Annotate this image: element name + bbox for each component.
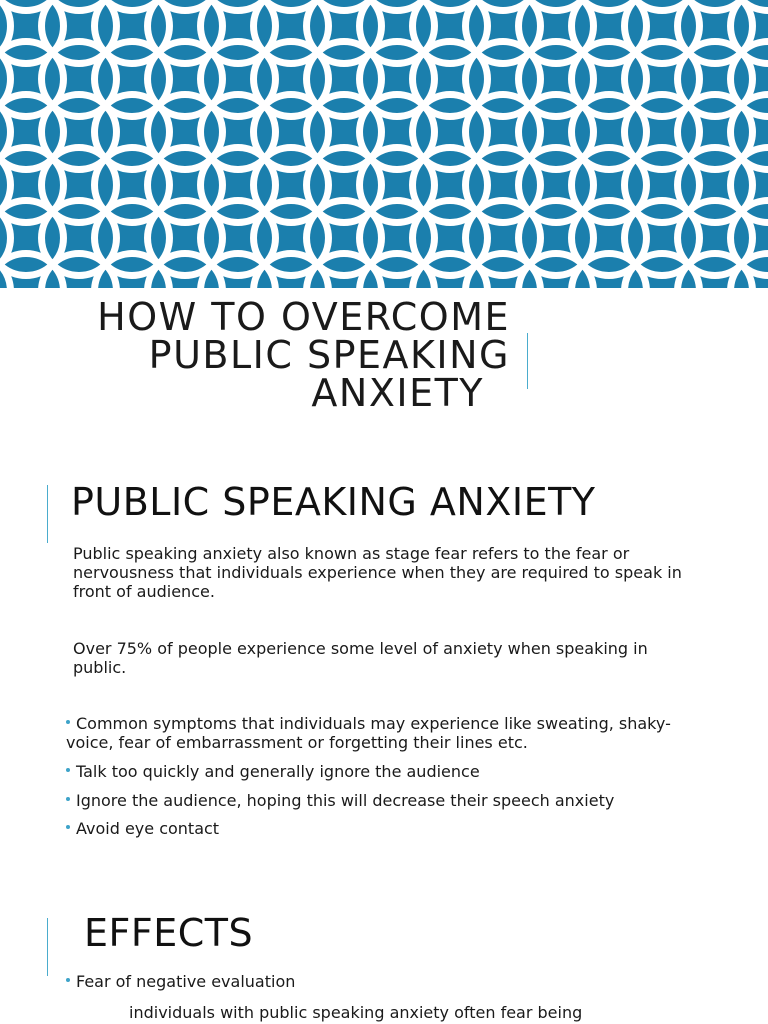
title-line-1: HOW TO OVERCOME — [97, 295, 510, 339]
paragraph-statistic: Over 75% of people experience some level of anxiety when speaking in public. — [73, 639, 648, 677]
effects-indented-text: individuals with public speaking anxiety often fear being — [129, 1003, 583, 1022]
bullet-icon — [66, 825, 70, 829]
section1-accent-bar — [47, 485, 48, 543]
section-heading-effects: EFFECTS — [84, 911, 254, 955]
list-item-text: Ignore the audience, hoping this will decrease their speech anxiety — [76, 791, 615, 810]
bullet-icon — [66, 720, 70, 724]
title-line-3: ANXIETY — [311, 371, 484, 415]
interlocking-circles-pattern-icon — [0, 0, 768, 288]
bullet-icon — [66, 797, 70, 801]
title-line-2: PUBLIC SPEAKING — [148, 333, 510, 377]
title-accent-bar — [527, 333, 528, 389]
section2-accent-bar — [47, 918, 48, 976]
list-item-text: Common symptoms that individuals may experience like sweating, shaky-voice, fear of embarrassment or forgetting their lines etc. — [66, 714, 671, 752]
list-item-text: Talk too quickly and generally ignore the audience — [76, 762, 480, 781]
list-item — [66, 762, 706, 781]
symptoms-list — [66, 714, 706, 838]
effects-list — [66, 972, 706, 991]
list-item-text: Fear of negative evaluation — [76, 972, 296, 991]
pattern-banner — [0, 0, 768, 288]
list-item-text: Avoid eye contact — [76, 819, 220, 838]
paragraph-definition: Public speaking anxiety also known as stage fear refers to the fear or nervousness that individuals experience when they are required to speak in front of audience. — [73, 544, 682, 601]
list-item — [66, 819, 706, 838]
page-title — [60, 295, 510, 415]
list-item — [66, 791, 706, 810]
bullet-icon — [66, 978, 70, 982]
list-item — [66, 714, 706, 752]
bullet-icon — [66, 768, 70, 772]
list-item — [66, 972, 706, 991]
section-heading-anxiety: PUBLIC SPEAKING ANXIETY — [71, 480, 596, 524]
